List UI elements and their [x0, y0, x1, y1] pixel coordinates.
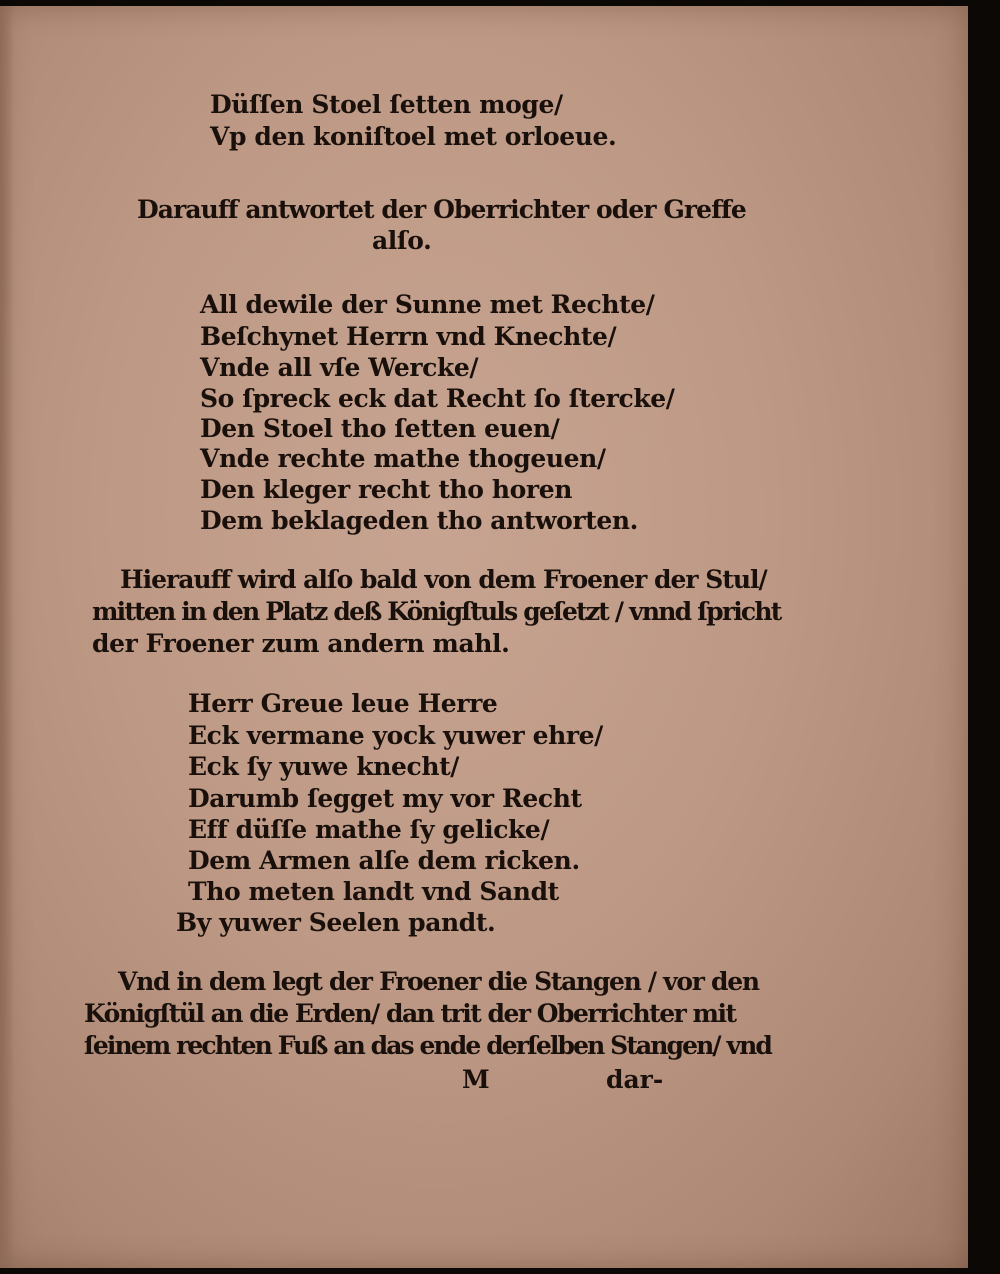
text-line: Vnde all vſe Wercke/ — [200, 353, 479, 382]
text-line: Düſſen Stoel ſetten moge/ — [210, 90, 563, 119]
text-line: Hierauff wird alſo bald von dem Froener der Stul/ — [120, 565, 767, 594]
text-line: All dewile der Sunne met Rechte/ — [200, 290, 655, 319]
text-line: Tho meten landt vnd Sandt — [188, 877, 559, 906]
page-binding-shadow — [0, 6, 14, 1268]
text-line: By yuwer Seelen pandt. — [176, 908, 496, 937]
text-line: Königſtül an die Erden/ dan trit der Oberrichter mit — [84, 999, 736, 1028]
text-line: Den Stoel tho ſetten euen/ — [200, 414, 560, 443]
book-page — [0, 6, 968, 1268]
text-line: Vnde rechte mathe thogeuen/ — [200, 444, 606, 473]
text-line: der Froener zum andern mahl. — [92, 629, 510, 658]
text-line: Den kleger recht tho horen — [200, 475, 572, 504]
text-line: Eck ſy yuwe knecht/ — [188, 752, 460, 781]
text-line: Vnd in dem legt der Froener die Stangen / vor den — [118, 967, 759, 996]
text-line: Herr Greue leue Herre — [188, 689, 498, 718]
heading-line: alſo. — [372, 226, 432, 255]
text-line: ſeinem rechten Fuß an das ende derſelben Stangen/ vnd — [84, 1031, 771, 1060]
text-line: So ſpreck eck dat Recht ſo ſtercke/ — [200, 384, 675, 413]
text-line: Eff düſſe mathe ſy gelicke/ — [188, 815, 550, 844]
text-line: Darumb ſegget my vor Recht — [188, 784, 582, 813]
heading-line: Darauff antwortet der Oberrichter oder Greffe — [137, 195, 746, 224]
text-line: Dem beklageden tho antworten. — [200, 506, 638, 535]
signature-mark: M — [462, 1065, 490, 1094]
text-line: Beſchynet Herrn vnd Knechte/ — [200, 322, 617, 351]
text-line: Vp den koniſtoel met orloeue. — [210, 122, 617, 151]
text-line: Eck vermane yock yuwer ehre/ — [188, 721, 603, 750]
catchword: dar- — [606, 1065, 664, 1094]
text-line: Dem Armen alſe dem ricken. — [188, 846, 580, 875]
text-line: mitten in den Platz deß Königſtuls geſetzt / vnnd ſpricht — [92, 597, 781, 626]
